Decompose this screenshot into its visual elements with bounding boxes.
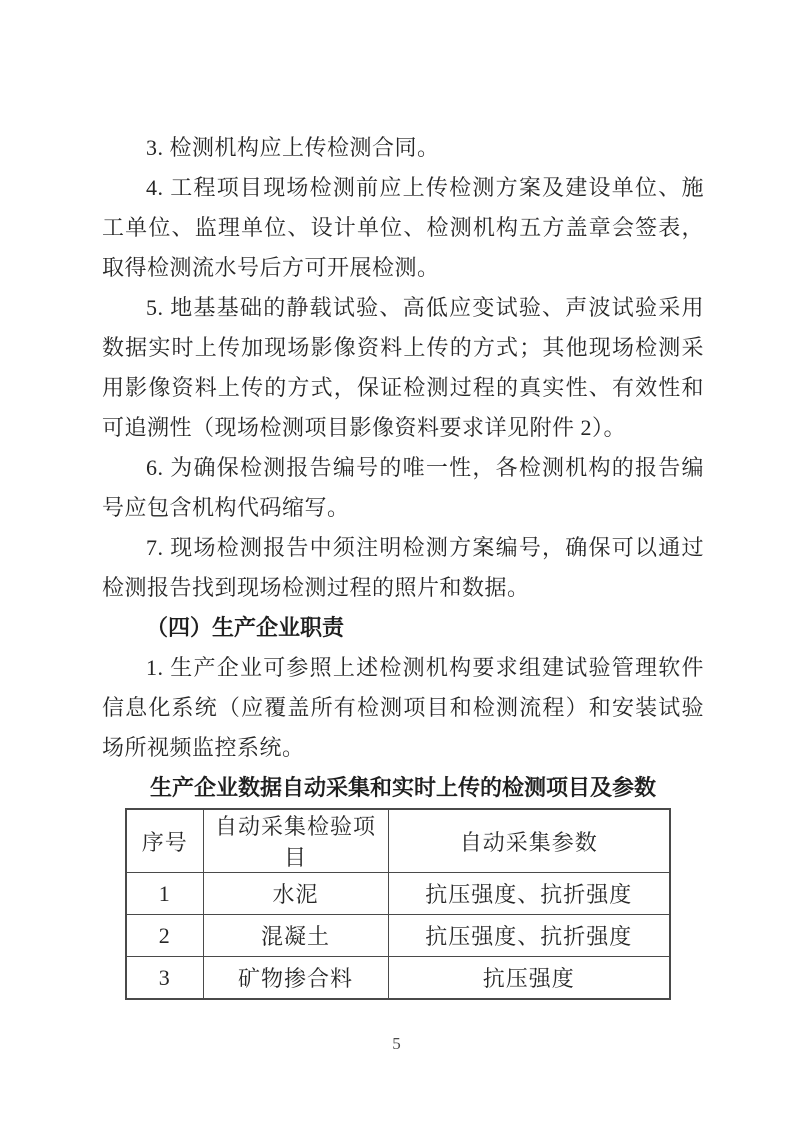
- table-cell: 抗压强度、抗折强度: [388, 915, 670, 957]
- page-content: [102, 128, 704, 1000]
- table-title: 生产企业数据自动采集和实时上传的检测项目及参数: [149, 775, 656, 800]
- table-cell: 抗压强度、抗折强度: [388, 873, 670, 915]
- table-cell: 矿物掺合料: [203, 957, 388, 1000]
- table-cell: 2: [126, 915, 203, 957]
- table-header-cell: 自动采集检验项目: [203, 809, 388, 873]
- paragraph: 6. 为确保检测报告编号的唯一性，各检测机构的报告编号应包含机构代码缩写。: [102, 455, 704, 520]
- paragraph: 1. 生产企业可参照上述检测机构要求组建试验管理软件信息化系统（应覆盖所有检测项目和检测流程）和安装试验场所视频监控系统。: [102, 655, 704, 760]
- table-cell: 1: [126, 873, 203, 915]
- paragraph: 4. 工程项目现场检测前应上传检测方案及建设单位、施工单位、监理单位、设计单位、检测机构五方盖章会签表，取得检测流水号后方可开展检测。: [102, 175, 704, 280]
- table-row: [126, 957, 670, 1000]
- data-table: [125, 808, 671, 1000]
- table-header-row: [126, 809, 670, 873]
- table-header-cell: 自动采集参数: [388, 809, 670, 873]
- table-row: [126, 873, 670, 915]
- table-cell: 混凝土: [203, 915, 388, 957]
- section-heading: （四）生产企业职责: [146, 615, 345, 640]
- table-cell: 抗压强度: [388, 957, 670, 1000]
- table-header-cell: 序号: [126, 809, 203, 873]
- page-number: 5: [392, 1034, 401, 1053]
- table-cell: 水泥: [203, 873, 388, 915]
- table-row: [126, 915, 670, 957]
- paragraph: 5. 地基基础的静载试验、高低应变试验、声波试验采用数据实时上传加现场影像资料上传的方式；其他现场检测采用影像资料上传的方式，保证检测过程的真实性、有效性和可追溯性（现场检测项目影像资料要求详见附件 2）。: [102, 295, 704, 440]
- paragraph: 3. 检测机构应上传检测合同。: [146, 135, 440, 160]
- paragraph: 7. 现场检测报告中须注明检测方案编号，确保可以通过检测报告找到现场检测过程的照片和数据。: [102, 535, 704, 600]
- table-cell: 3: [126, 957, 203, 1000]
